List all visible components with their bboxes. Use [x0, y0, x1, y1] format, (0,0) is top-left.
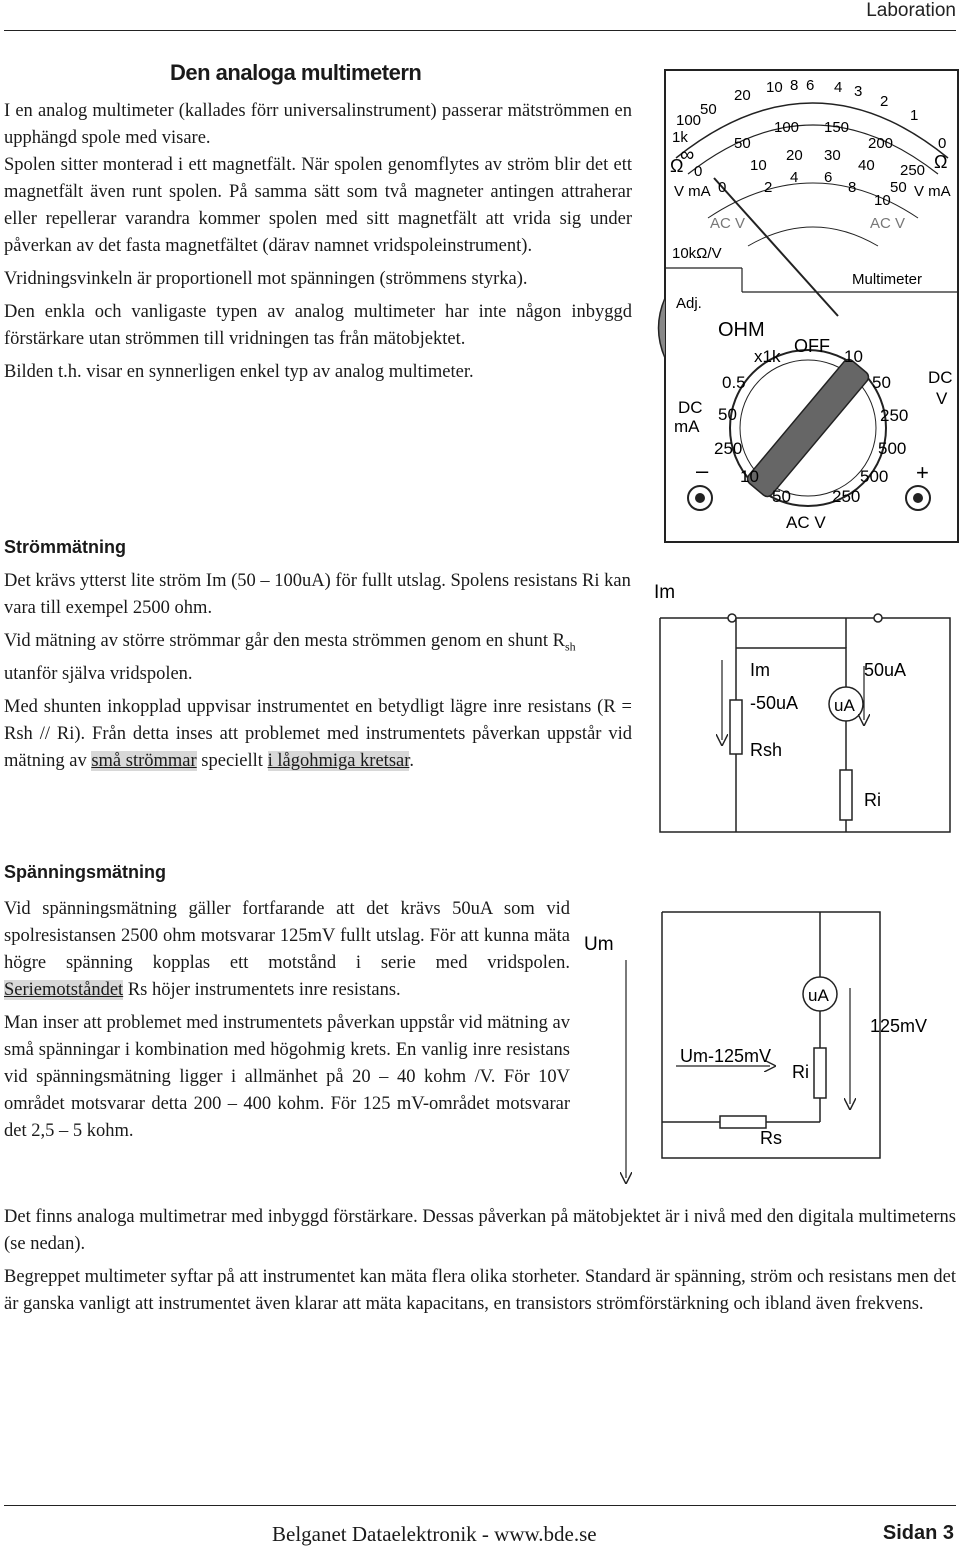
voltage-measurement-circuit	[580, 908, 960, 1188]
plus-terminal-label: +	[916, 460, 929, 485]
um-label: Um	[584, 934, 614, 955]
strom-p3-text: Med shunten inkopplad uppvisar instrumentet en betydligt lägre inre resistans (R = Rsh // Ri). Från detta inses att problemet med instrumentets påverkan uppstår vid mätning av	[4, 696, 632, 771]
scale-label: 100	[676, 112, 702, 129]
scale-label: 30	[824, 147, 841, 164]
intro-paragraph-2: Spolen sitter monterad i ett magnetfält. När spolen genomflytes av ström blir det ett magnetfält även runt spolen. På samma sätt som två magneter antingen attraherar eller repellerar varandra kommer spolen med sitt magnetfält att vrida sig under påverkan av det fasta magnetfältet (därav namnet vridspoleinstrument).	[4, 155, 632, 256]
shunt-resistor-icon	[730, 700, 742, 754]
scale-label: 150	[824, 119, 850, 136]
dc-ma-label-ma: mA	[674, 417, 700, 436]
omega-left-label: Ω	[670, 156, 684, 176]
header-rule	[4, 30, 956, 31]
scale-label: 8	[848, 179, 857, 196]
highlight-seriemotstandet: Seriemotståndet	[4, 980, 124, 1000]
ac-v-dial-label: AC V	[786, 513, 826, 532]
scale-label: 1k	[672, 129, 688, 146]
scale-label: 10	[766, 79, 783, 96]
multimeter-illustration	[648, 68, 960, 548]
brand-label: Multimeter	[852, 271, 923, 288]
scale-label: 0	[938, 135, 947, 152]
v-ma-left-label: V mA	[674, 183, 711, 200]
x1k-label: x1k	[754, 347, 781, 366]
scale-infinity: ∞	[680, 144, 695, 166]
spanning-paragraph-1	[4, 896, 570, 1004]
dcv-label: 50	[872, 373, 891, 392]
sensitivity-label: 10kΩ/V	[672, 245, 722, 262]
strom-p2-text: Vid mätning av större strömmar går den mesta strömmen genom en shunt R	[4, 631, 565, 651]
scale-label: 20	[786, 147, 803, 164]
terminal-icon	[728, 614, 736, 622]
footer-rule	[4, 1505, 956, 1506]
ri-resistor-icon	[814, 1048, 826, 1098]
scale-label: 10	[750, 157, 767, 174]
scale-label: 50	[700, 101, 717, 118]
scale-label: 4	[790, 169, 799, 186]
ac-v-left-label: AC V	[710, 215, 746, 232]
strom-p3-text-end: .	[409, 750, 414, 771]
spanning-section-2	[4, 1204, 956, 1318]
strom-p2-sub: sh	[564, 639, 576, 654]
scale-label: 250	[900, 162, 926, 179]
im-minus-label: -50uA	[750, 693, 799, 713]
dcma-label: 250	[714, 439, 743, 458]
dcv-label: 250	[880, 406, 909, 425]
dc-v-label: DC	[928, 368, 953, 387]
ri-label: Ri	[864, 790, 881, 810]
im-inner-label: Im	[750, 660, 770, 680]
strom-paragraph-2	[4, 628, 632, 688]
highlight-lagohmiga-kretsar: i lågohmiga kretsar	[267, 750, 410, 771]
dc-v-label-v: V	[936, 389, 948, 408]
acv-label: 250	[832, 487, 861, 506]
rsh-label: Rsh	[750, 740, 783, 760]
scale-label: 2	[880, 93, 889, 110]
v-ma-right-label: V mA	[914, 183, 951, 200]
scale-label: 40	[858, 157, 875, 174]
scale-label: 50	[890, 179, 907, 196]
dcv-label: 10	[844, 347, 863, 366]
intro-paragraph-3: Vridningsvinkeln är proportionell mot spänningen (strömmens styrka).	[4, 269, 528, 289]
intro-paragraph-1: I en analog multimeter (kallades förr universalinstrument) passerar mätströmmen en upphängd spole med visare.	[4, 101, 632, 148]
ammeter-label: uA	[834, 696, 855, 715]
terminal-icon	[874, 614, 882, 622]
strom-p2-text-end: utanför själva vridspolen.	[4, 663, 193, 684]
scale-label: 6	[806, 77, 815, 94]
ohm-label: OHM	[718, 319, 765, 341]
strom-paragraph-1: Det krävs ytterst lite ström Im (50 – 100uA) för fullt utslag. Spolens resistans Ri kan vara till exempel 2500 ohm.	[4, 571, 631, 618]
scale-label: 0	[694, 163, 703, 180]
strom-paragraph-3	[4, 694, 632, 775]
intro-section	[4, 98, 632, 386]
rs-resistor-icon	[720, 1116, 766, 1128]
scale-label: 0	[718, 179, 727, 196]
mv125-label: 125mV	[870, 1016, 928, 1036]
ri-label: Ri	[792, 1062, 809, 1082]
omega-right-label: Ω	[934, 152, 948, 172]
intro-paragraph-5: Bilden t.h. visar en synnerligen enkel typ av analog multimeter.	[4, 362, 474, 382]
um-minus-label: Um-125mV	[680, 1046, 772, 1066]
scale-label: 4	[834, 79, 843, 96]
scale-label: 20	[734, 87, 751, 104]
scale-label: 6	[824, 169, 833, 186]
adj-knob-icon	[659, 298, 666, 358]
acv-label: 500	[860, 467, 889, 486]
spanning-heading: Spänningsmätning	[4, 862, 166, 882]
spanning-paragraph-2: Man inser att problemet med instrumentets påverkan uppstår vid mätning av små spänningar i kombination med högohmig krets. En vanlig inre resistans vid spänningsmätning ligger i allmänhet på 20 – 40 kohm /V. För 10V området motsvarar detta 200 – 400 kohm. För 125 mV-området motsvarar det 2,5 – 5 kohm.	[4, 1013, 570, 1141]
acv-label: 50	[772, 487, 791, 506]
fifty-ua-label: 50uA	[864, 660, 907, 680]
spanning-p1-text-end: Rs höjer instrumentets inre resistans.	[123, 980, 401, 1000]
footer-company: Belganet Dataelektronik - www.bde.se	[272, 1522, 597, 1546]
scale-label: 10	[874, 192, 891, 209]
strom-section	[4, 568, 632, 775]
intro-paragraph-4: Den enkla och vanligaste typen av analog multimeter har inte någon inbyggd förstärkare utan strömmen till vridningen tas från mätobjektet.	[4, 302, 632, 349]
ri-resistor-icon	[840, 770, 852, 820]
spanning-paragraph-3: Det finns analoga multimetrar med inbyggd förstärkare. Dessas påverkan på mätobjektet är i nivå med den digitala multimeterns (se nedan).	[4, 1207, 956, 1254]
scale-label: 50	[734, 135, 751, 152]
dcma-label: 0.5	[722, 373, 746, 392]
spanning-p1-text: Vid spänningsmätning gäller fortfarande att det krävs 50uA som vid spolresistansen 2500 ohm motsvarar 125mV fullt utslag. För att kunna mäta högre spänning kopplas ett motstånd i serie med vridspolen.	[4, 899, 570, 973]
dcma-label: 50	[718, 405, 737, 424]
page-number: Sidan 3	[882, 1522, 954, 1544]
scale-label: 200	[868, 135, 894, 152]
dc-ma-label: DC	[678, 398, 703, 417]
scale-label: 1	[910, 107, 919, 124]
section-tag: Laboration	[866, 0, 956, 21]
highlight-sma-strommar: små strömmar	[91, 750, 197, 771]
scale-label: 8	[790, 77, 799, 94]
current-measurement-circuit	[650, 570, 960, 840]
spanning-section-1	[4, 896, 570, 1145]
strom-p3-text-mid: speciellt	[196, 750, 268, 771]
scale-label: 2	[764, 179, 773, 196]
dcv-label: 500	[878, 439, 907, 458]
ammeter-label: uA	[808, 986, 829, 1005]
scale-label: 3	[854, 83, 863, 100]
strom-heading: Strömmätning	[4, 537, 127, 557]
im-label: Im	[654, 582, 676, 603]
scale-label: 100	[774, 119, 800, 136]
off-label: OFF	[794, 336, 830, 356]
rs-label: Rs	[760, 1128, 782, 1148]
acv-label: 10	[740, 467, 759, 486]
page-title: Den analoga multimetern	[170, 60, 422, 85]
adj-label: Adj.	[676, 295, 702, 312]
ac-v-right-label: AC V	[870, 215, 906, 232]
spanning-paragraph-4: Begreppet multimeter syftar på att instrumentet kan mäta flera olika storheter. Standard är spänning, ström och resistans men det är ganska vanligt att instrumentet även klarar att mäta kapacitans, en transistors strömförstärkning och ibland även frekvens.	[4, 1267, 956, 1314]
minus-terminal-label: –	[696, 458, 709, 483]
